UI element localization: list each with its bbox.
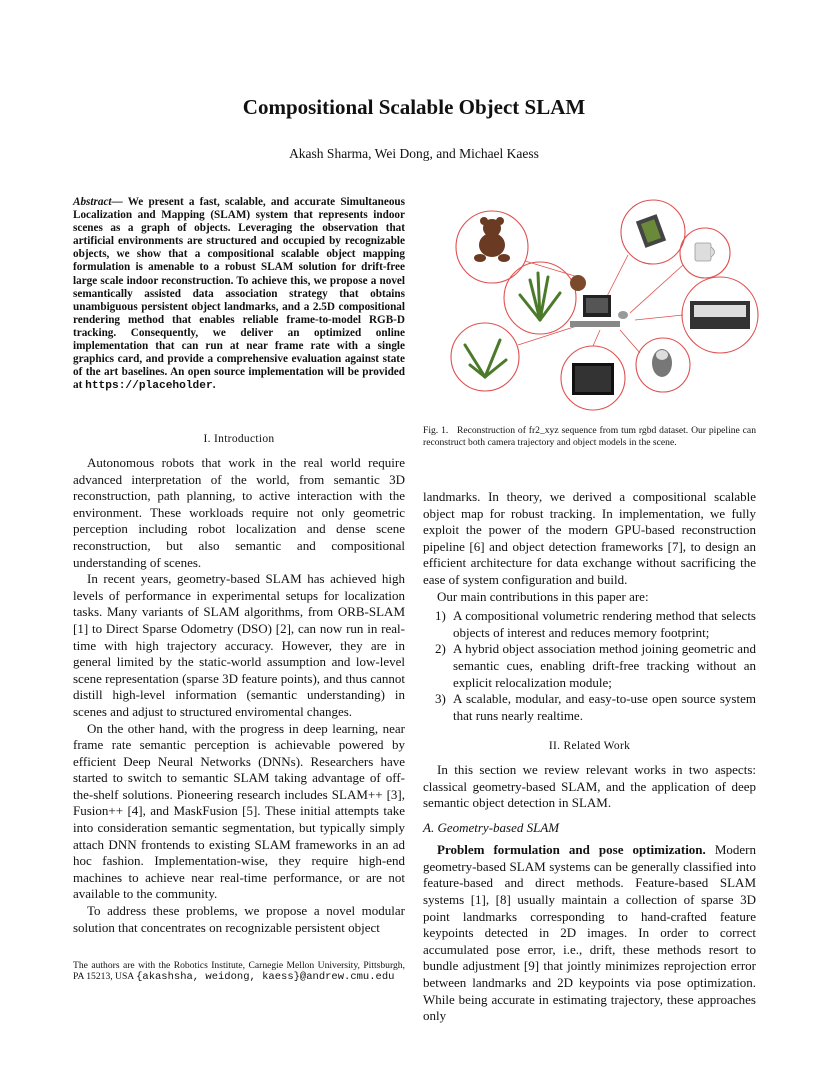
abstract-text: — We present a fast, scalable, and accurate Simultaneous Localization and Mapping (SLAM) system that represents indoor scenes as a graph of objects. Leveraging the observation that artificial environments are structured and occupied by recognizable objects, we show that a compositional scalable object mapping formulation is amenable to a robust SLAM solution for drift-free large scale indoor reconstruction. To achieve this, we propose a novel semantically assisted data association strategy that obtains unambiguous persistent object landmarks, and a 2.5D compositional rendering method that enables reliable frame-to-model RGB-D tracking. Consequently, we deliver an optimized online implementation that can run at near frame rate with a single graphics card, and provide a comprehensive evaluation against state of the art baselines. An open source implementation will be provided at [73,196,405,392]
caption-label: Fig. 1. [423,425,449,436]
list-item [423,691,756,724]
paragraph-bold-lead: Problem formulation and pose optimization. [437,842,706,858]
list-item-text: A compositional volumetric rendering method that selects objects of interest and reduces memory footprint; [453,608,756,640]
list-item-text: A hybrid object association method joining geometric and semantic cues, enabling drift-free tracking without an explicit relocalization module; [453,641,756,690]
paragraph: In this section we review relevant works in two aspects: classical geometry-based SLAM, and the application of deep semantic object detection in SLAM. [423,761,756,811]
subsection-heading: A. Geometry-based SLAM [423,819,560,835]
right-column-body [423,489,756,1025]
author-list: Akash Sharma, Wei Dong, and Michael Kaess [289,146,539,161]
abstract-url: https://placeholder [85,380,213,393]
paragraph [423,842,756,1025]
list-number: 2) [435,641,446,657]
contribution-list [423,608,756,724]
paragraph: To address these problems, we propose a novel modular solution that concentrates on recognizable persistent object [73,903,405,935]
paragraph: landmarks. In theory, we derived a compositional scalable object map for robust tracking. In implementation, we fully exploit the power of the modern GPU-based reconstruction pipeline [6] and object detection frameworks [7], to design an efficient architecture for data exchange without sacrificing the ease of system configuration and build. [423,489,756,587]
paragraph: On the other hand, with the progress in deep learning, near frame rate semantic perception is achievable powered by efficient Deep Neural Networks (DNNs). Researchers have started to switch to semantic SLAM taking advantage of off-the-shelf solutions. Pioneering research includes SLAM++ [3], Fusion++ [4], and MaskFusion [5]. These initial attempts take into consideration semantic segmentation, but typically simply attach DNN frontends to existing SLAM frameworks in an ad hoc fashion. Implementation-wise, they require high-end machines to achieve near real-time performance, or are not available to the community. [73,720,405,902]
section-heading-related-work: II. Related Work [548,740,631,753]
list-item [423,608,756,641]
author-footnote [73,960,405,984]
list-item-text: A scalable, modular, and easy-to-use open source system that runs nearly realtime. [453,691,756,723]
list-number: 3) [435,691,446,707]
abstract [73,196,405,393]
abstract-end: . [212,379,216,392]
abstract-label: Abstract [73,196,112,208]
figure-caption [423,425,756,448]
paragraph-text: Modern geometry-based SLAM systems can be generally classified into feature-based and direct methods. Feature-based SLAM systems [1], [8] usually maintain a collection of sparse 3D point landmarks corresponding to hand-crafted feature keypoints detected in 2D images. In order to correct accumulated pose error, i.e., drift, these methods resort to bundle adjustment [9] that jointly minimizes reprojection error between landmarks and 2D keypoints via pose optimization. While being accurate in estimating trajectory, these approaches only [423,842,756,1024]
list-number: 1) [435,608,446,624]
paragraph: Our main contributions in this paper are: [437,588,649,604]
paper-title: Compositional Scalable Object SLAM [242,95,586,119]
introduction-body [73,455,405,936]
paragraph: Autonomous robots that work in the real world require advanced interpretation of the world, from semantic 3D reconstruction, path planning, to active interaction with the environment. These workloads require not only geometric perception including robot localization and dense scene reconstruction, but also semantic and compositional understanding of scenes. [73,455,405,570]
section-heading-introduction: I. Introduction [203,433,275,445]
paragraph: In recent years, geometry-based SLAM has achieved high levels of performance in experimental setups for localization tasks. Many variants of SLAM algorithms, from ORB-SLAM [1] to Direct Sparse Odometry (DSO) [2], can now run in real-time with high trajectory accuracy. However, they are in general limited by the static-world assumption and low-level scene representation (sparse 3D feature points), and thus cannot distill high-level information (semantic understanding) in scenes and adjust to structured enviromental changes. [73,571,405,719]
caption-text: Reconstruction of fr2_xyz sequence from tum rgbd dataset. Our pipeline can reconstruct both camera trajectory and object models in the scene. [423,425,756,448]
footnote-text: The authors are with the Robotics Institute, Carnegie Mellon University, Pittsburgh, PA 15213, USA [73,960,405,983]
figure-reconstruction [440,195,780,420]
object-circle [451,323,519,391]
footnote-emails: {akashsha, weidong, kaess}@andrew.cmu.edu [136,971,395,984]
list-item [423,641,756,691]
